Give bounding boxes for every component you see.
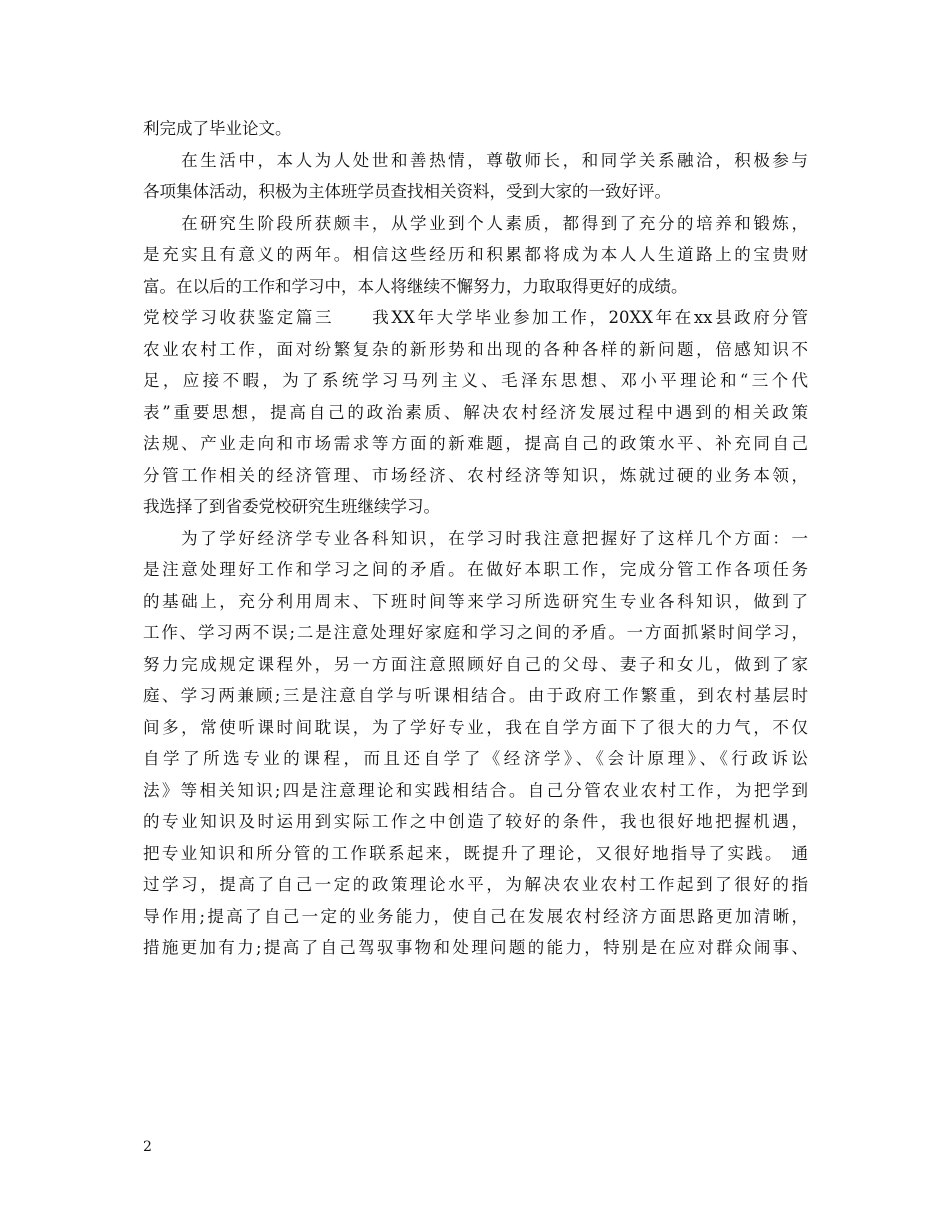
text-line: 是注意处理好工作和学习之间的矛盾。在做好本职工作，完成分管工作各项任务	[143, 560, 808, 579]
text-line: 法》等相关知识;四是注意理论和实践相结合。自己分管农业农村工作，为把学到	[143, 780, 808, 800]
text-line: 农业农村工作，面对纷繁复杂的新形势和出现的各种各样的新问题，倍感知识不	[143, 339, 808, 359]
text-line: 把专业知识和所分管的工作联系起来，既提升了理论，又很好地指导了实践。 通	[143, 843, 808, 863]
text-line: 间多，常使听课时间耽误，为了学好专业，我在自学方面下了很大的力气，不仅	[143, 717, 808, 737]
text-line: 导作用;提高了自己一定的业务能力，使自己在发展农村经济方面思路更加清晰，	[143, 906, 808, 926]
text-line: 利完成了毕业论文。	[143, 119, 292, 138]
text-line: 富。在以后的工作和学习中，本人将继续不懈努力，力取取得更好的成绩。	[143, 276, 688, 296]
text-line: 在生活中，本人为人处世和善热情，尊敬师长，和同学关系融洽，积极参与	[143, 150, 808, 170]
text-line: 过学习，提高了自己一定的政策理论水平，为解决农业农村工作起到了很好的指	[143, 875, 808, 894]
text-line: 为了学好经济学专业各科知识，在学习时我注意把握好了这样几个方面：一	[143, 528, 808, 548]
text-line: 措施更加有力;提高了自己驾驭事物和处理问题的能力，特别是在应对群众闹事、	[143, 938, 808, 957]
body-text	[143, 113, 808, 964]
text-line: 党校学习收获鉴定篇三 我XX年大学毕业参加工作，20XX年在xx县政府分管	[143, 308, 808, 327]
text-line: 是充实且有意义的两年。相信这些经历和积累都将成为本人人生道路上的宝贵财	[143, 245, 808, 264]
text-line: 努力完成规定课程外，另一方面注意照顾好自己的父母、妻子和女儿，做到了家	[143, 654, 808, 674]
text-line: 表”重要思想，提高自己的政治素质、解决农村经济发展过程中遇到的相关政策	[143, 402, 808, 422]
text-line: 我选择了到省委党校研究生班继续学习。	[143, 497, 440, 516]
text-line: 足，应接不暇，为了系统学习马列主义、毛泽东思想、邓小平理论和“三个代	[143, 371, 808, 390]
text-line: 的基础上，充分利用周末、下班时间等来学习所选研究生专业各科知识，做到了	[143, 591, 808, 611]
text-line: 工作、学习两不误;二是注意处理好家庭和学习之间的矛盾。一方面抓紧时间学习，	[143, 623, 808, 642]
text-line: 分管工作相关的经济管理、市场经济、农村经济等知识，炼就过硬的业务本领，	[143, 465, 808, 485]
text-line: 各项集体活动，积极为主体班学员查找相关资料，受到大家的一致好评。	[143, 182, 671, 201]
text-line: 在研究生阶段所获颇丰，从学业到个人素质，都得到了充分的培养和锻炼，	[143, 213, 808, 233]
text-line: 法规、产业走向和市场需求等方面的新难题，提高自己的政策水平、补充同自己	[143, 434, 808, 453]
text-line: 自学了所选专业的课程，而且还自学了《经济学》、《会计原理》、《行政诉讼	[143, 749, 808, 768]
page-number: 2	[143, 1139, 152, 1155]
text-line: 的专业知识及时运用到实际工作之中创造了较好的条件，我也很好地把握机遇，	[143, 812, 808, 831]
text-line: 庭、学习两兼顾;三是注意自学与听课相结合。由于政府工作繁重，到农村基层时	[143, 686, 808, 705]
